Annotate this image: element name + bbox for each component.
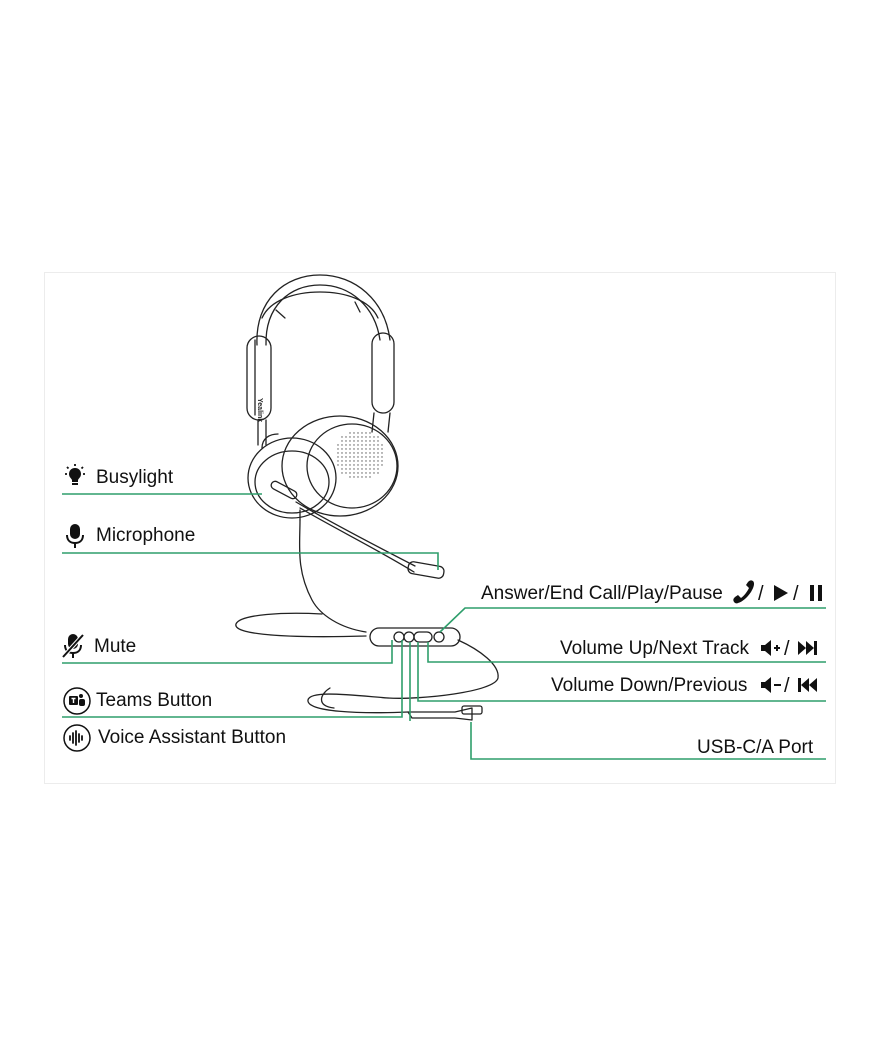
usb-label: USB-C/A Port: [697, 737, 814, 758]
answer-icons: [730, 580, 826, 606]
teams-icon: [62, 686, 92, 716]
voice-assistant-icon: [62, 723, 92, 753]
voice-assistant-label: Voice Assistant Button: [98, 727, 287, 748]
brand-logo: Yealink: [256, 398, 263, 423]
headband: [257, 275, 390, 345]
lightbulb-icon: [62, 463, 88, 489]
usb-connector: [408, 706, 482, 720]
mute-label: Mute: [94, 636, 137, 657]
volume-down-icons: [760, 673, 826, 697]
svg-text:/: /: [758, 583, 764, 605]
microphone-icon: [62, 522, 88, 550]
next-track-icon: [798, 641, 817, 655]
left-ear-cup: [248, 434, 336, 518]
play-icon: [774, 585, 788, 601]
volume-down-icon: [761, 677, 781, 693]
volume-up-label: Volume Up/Next Track: [560, 638, 750, 659]
teams-label: Teams Button: [96, 690, 213, 711]
speaker-grille: [337, 432, 382, 477]
answer-leader: [440, 608, 826, 632]
phone-icon: [733, 580, 754, 603]
volume-up-icons: [760, 636, 826, 660]
cable: [236, 520, 498, 713]
previous-track-icon: [798, 678, 817, 692]
left-slider: [247, 336, 271, 445]
boom-microphone: [270, 480, 445, 579]
pause-icon: [810, 585, 822, 601]
right-ear-cushion: [282, 416, 398, 516]
busylight-label: Busylight: [96, 467, 174, 488]
answer-label: Answer/End Call/Play/Pause: [481, 583, 723, 604]
right-slider: [372, 333, 394, 432]
svg-text:/: /: [784, 675, 790, 697]
microphone-muted-icon: [60, 632, 86, 660]
volume-down-label: Volume Down/Previous: [551, 675, 748, 696]
inline-control: [370, 628, 460, 646]
svg-text:/: /: [793, 583, 799, 605]
microphone-leader: [62, 553, 438, 570]
svg-text:/: /: [784, 638, 790, 660]
volume-up-icon: [761, 640, 780, 656]
microphone-label: Microphone: [96, 525, 196, 546]
